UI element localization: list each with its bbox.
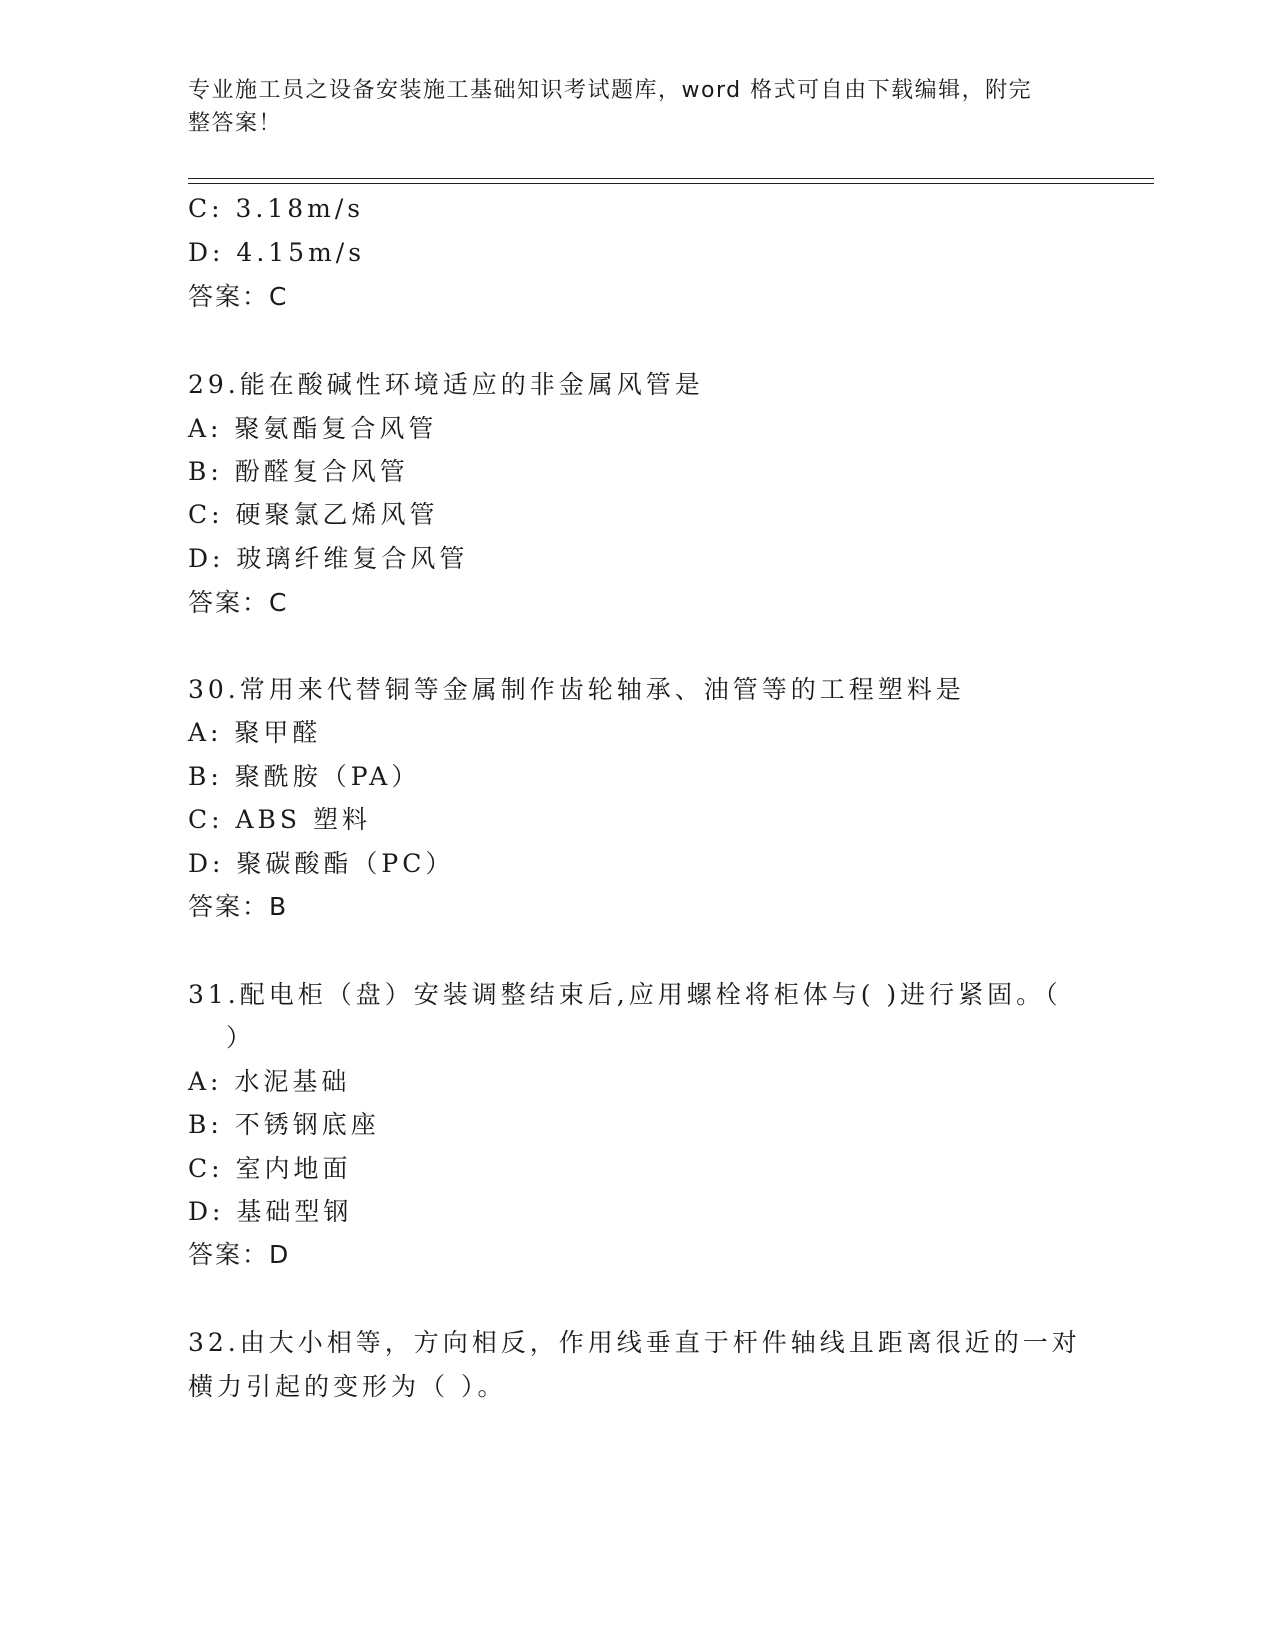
q30-answer: 答案：B xyxy=(188,892,289,921)
document-header xyxy=(188,74,1068,140)
q29-option-a: A: 聚氨酯复合风管 xyxy=(188,414,438,443)
q31-option-d: D: 基础型钢 xyxy=(188,1197,353,1226)
q30-option-b: B: 聚酰胺（PA） xyxy=(188,762,421,791)
q32-question-line-2: 横力引起的变形为（ ）。 xyxy=(188,1372,507,1401)
q29-option-b: B: 酚醛复合风管 xyxy=(188,457,409,486)
q29-answer: 答案：C xyxy=(188,588,289,617)
q30-option-d: D: 聚碳酸酯（PC） xyxy=(188,849,455,878)
q30-option-c: C: ABS 塑料 xyxy=(188,805,371,834)
header-divider-bottom xyxy=(188,183,1154,184)
header-line-1: 专业施工员之设备安装施工基础知识考试题库，word 格式可自由下载编辑，附完 xyxy=(188,78,1033,103)
q28-answer: 答案：C xyxy=(188,282,289,311)
q31-option-a: A: 水泥基础 xyxy=(188,1067,351,1096)
q29-question: 29.能在酸碱性环境适应的非金属风管是 xyxy=(188,370,704,399)
q31-question-line-1: 31.配电柜（盘）安装调整结束后,应用螺栓将柜体与( )进行紧固。（ xyxy=(188,980,1062,1009)
q29-option-d: D: 玻璃纤维复合风管 xyxy=(188,544,469,573)
q28-option-c: C: 3.18m/s xyxy=(188,194,365,223)
q31-option-b: B: 不锈钢底座 xyxy=(188,1110,380,1139)
q30-question: 30.常用来代替铜等金属制作齿轮轴承、油管等的工程塑料是 xyxy=(188,675,965,704)
header-line-2: 整答案！ xyxy=(188,111,283,136)
q28-option-d: D: 4.15m/s xyxy=(188,238,366,267)
q30-option-a: A: 聚甲醛 xyxy=(188,718,322,747)
q31-option-c: C: 室内地面 xyxy=(188,1154,352,1183)
header-divider-top xyxy=(188,178,1154,179)
q32-question-line-1: 32.由大小相等，方向相反，作用线垂直于杆件轴线且距离很近的一对 xyxy=(188,1328,1081,1357)
q29-option-c: C: 硬聚氯乙烯风管 xyxy=(188,500,439,529)
q31-question-line-2: ） xyxy=(226,1023,256,1052)
q31-answer: 答案：D xyxy=(188,1240,291,1269)
